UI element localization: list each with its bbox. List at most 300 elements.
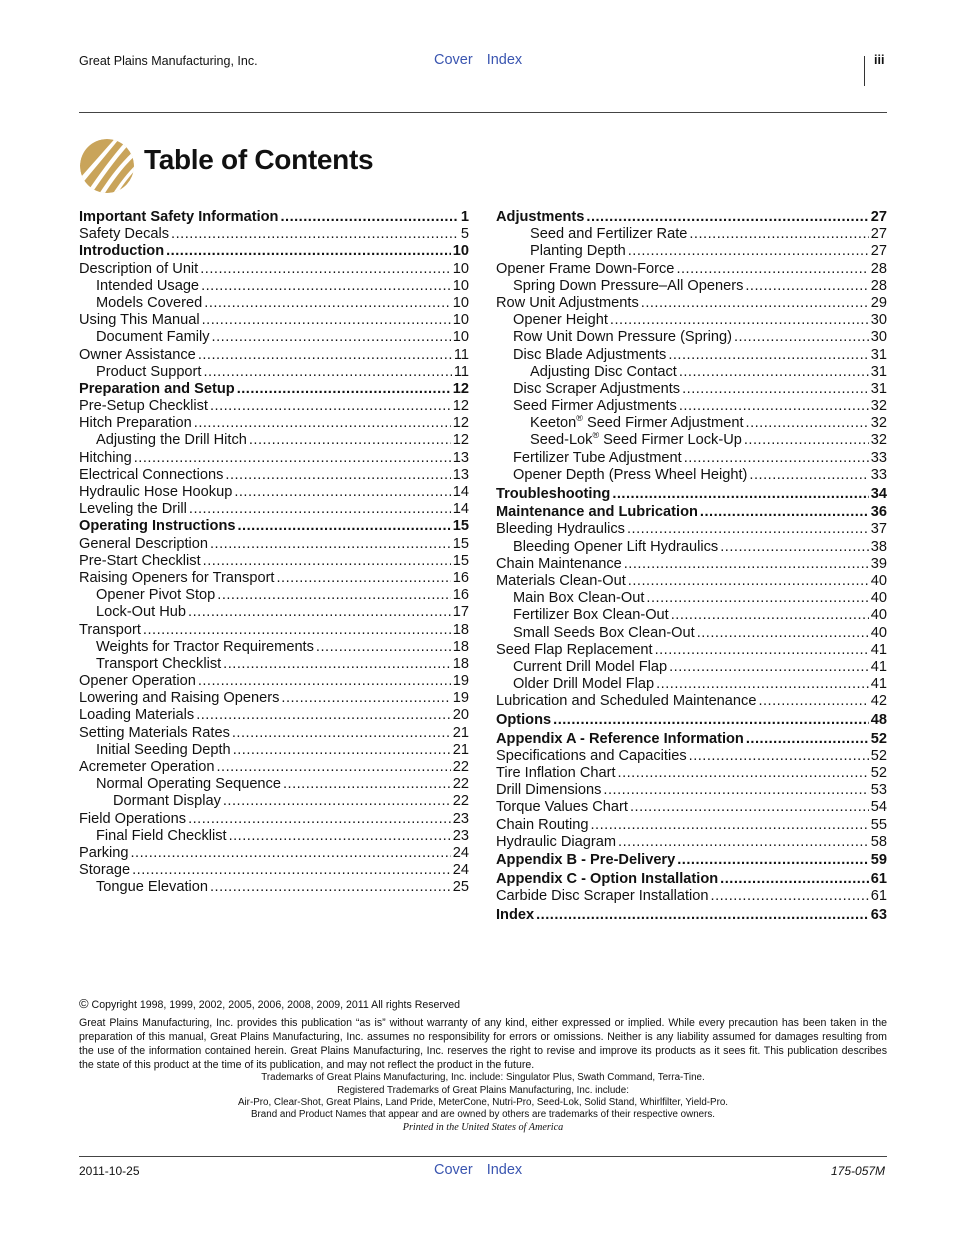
toc-entry[interactable] (79, 879, 469, 896)
toc-entry-label: Drill Dimensions (496, 782, 602, 799)
toc-leader-dots (203, 553, 451, 570)
toc-entry-page: 31 (870, 363, 887, 380)
toc-entry[interactable] (496, 852, 887, 869)
toc-entry[interactable] (79, 776, 469, 793)
toc-leader-dots (553, 712, 869, 729)
toc-entry[interactable] (496, 590, 887, 607)
toc-entry[interactable] (79, 690, 469, 707)
toc-entry-label: Important Safety Information (79, 209, 279, 225)
toc-entry[interactable] (496, 748, 887, 765)
toc-leader-dots (628, 573, 869, 590)
toc-entry-page: 16 (452, 587, 469, 604)
toc-entry[interactable] (79, 518, 469, 535)
toc-entry-label: Lowering and Raising Openers (79, 690, 280, 707)
toc-entry[interactable] (496, 295, 887, 312)
toc-entry-page: 15 (452, 535, 469, 552)
toc-entry[interactable] (496, 432, 887, 449)
toc-leader-dots (641, 295, 869, 312)
toc-entry[interactable] (79, 604, 469, 621)
toc-entry-label: Planting Depth (530, 243, 626, 260)
toc-entry-page: 41 (870, 676, 887, 693)
footer-cover-link[interactable]: Cover (434, 1162, 473, 1178)
toc-leader-dots (591, 817, 869, 834)
toc-entry-label: Bleeding Hydraulics (496, 521, 625, 538)
toc-entry-page: 32 (870, 432, 887, 449)
toc-entry-label: Current Drill Model Flap (513, 658, 668, 675)
toc-entry-page: 18 (452, 655, 469, 672)
toc-entry[interactable] (79, 329, 469, 346)
toc-entry-page: 27 (870, 226, 887, 243)
toc-entry-page: 22 (452, 776, 469, 793)
toc-entry-label: Index (496, 907, 535, 923)
toc-entry-label: Adjusting Disc Contact (530, 363, 677, 380)
toc-leader-dots (316, 639, 451, 656)
toc-entry-label: Acremeter Operation (79, 759, 215, 775)
trademark-list: Air-Pro, Clear-Shot, Great Plains, Land Pride, MeterCone, Nutri-Pro, Seed-Lok, Solid Stand, Whirlfilter, Yield-Pro. (237, 1097, 729, 1108)
page-title: Table of Contents (144, 144, 374, 175)
toc-leader-dots (202, 312, 451, 329)
toc-leader-dots (655, 642, 869, 659)
toc-entry[interactable] (496, 261, 887, 278)
toc-entry-page: 41 (870, 641, 887, 658)
toc-leader-dots (234, 484, 450, 501)
toc-entry-page: 61 (870, 871, 887, 888)
toc-entry-page: 30 (870, 312, 887, 329)
toc-entry[interactable] (496, 209, 887, 226)
toc-entry-label: Tongue Elevation (96, 879, 208, 896)
toc-entry-label: Opener Height (513, 312, 608, 329)
toc-leader-dots (134, 450, 451, 467)
toc-entry-page: 15 (452, 518, 469, 535)
toc-entry[interactable] (496, 347, 887, 364)
toc-entry[interactable] (496, 907, 887, 924)
toc-entry-page: 5 (460, 226, 469, 243)
toc-entry[interactable] (79, 845, 469, 862)
footer-rule (79, 1156, 887, 1157)
toc-entry-page: 18 (452, 621, 469, 638)
toc-entry-page: 24 (452, 862, 469, 879)
toc-entry[interactable] (79, 553, 469, 570)
toc-entry[interactable] (496, 450, 887, 467)
toc-leader-dots (586, 209, 868, 226)
registered-mark: ® (592, 432, 600, 441)
toc-leader-dots (166, 243, 451, 260)
toc-entry[interactable] (79, 536, 469, 553)
toc-entry[interactable] (496, 871, 887, 888)
toc-leader-dots (223, 656, 451, 673)
toc-entry[interactable] (79, 432, 469, 449)
toc-leader-dots (201, 278, 451, 295)
toc-entry-label: Initial Seeding Depth (96, 741, 231, 758)
toc-entry[interactable] (496, 817, 887, 834)
brand-notice: Brand and Product Names that appear and are owned by others are trademarks of their respective owners. (251, 1109, 715, 1120)
toc-entry[interactable] (79, 742, 469, 759)
toc-entry[interactable] (79, 261, 469, 278)
toc-entry-page: 59 (870, 852, 887, 869)
index-link[interactable]: Index (486, 52, 523, 68)
registered-trademarks-line: Registered Trademarks of Great Plains Manufacturing, Inc. include: (337, 1085, 629, 1096)
toc-entry-label: Appendix B - Pre-Delivery (496, 852, 676, 869)
toc-entry[interactable] (496, 415, 887, 432)
toc-entry[interactable] (79, 501, 469, 518)
toc-entry-label: Lubrication and Scheduled Maintenance (496, 693, 757, 710)
header-rule (79, 112, 887, 113)
toc-entry-page: 31 (870, 380, 887, 397)
toc-entry[interactable] (496, 765, 887, 782)
toc-entry-page: 52 (870, 730, 887, 747)
toc-entry-label: Description of Unit (79, 260, 199, 277)
trademarks-line: Trademarks of Great Plains Manufacturing, Inc. include: Singulator Plus, Swath Command, Terra-Tine. (261, 1072, 705, 1083)
toc-entry-label: Operating Instructions (79, 518, 236, 535)
disclaimer-text: Great Plains Manufacturing, Inc. provides this publication “as is” without warranty of any kind, either expressed or implied. While every precaution has been taken in the preparation of this manual, Great Plains Manufacturing, Inc. assumes no responsibility for errors or omissions. Neither is any liability assumed for damages resulting from the use of the information contained herein. Great Plains Manufacturing, Inc. reserves the right to revise and improve its products as it sees fit. This publication describes the state of this product at the time of its publication, and may not reflect the product in the future. (79, 1017, 887, 1071)
toc-entry-page: 11 (453, 346, 469, 363)
toc-leader-dots (223, 793, 451, 810)
toc-right-column (496, 209, 887, 924)
toc-leader-dots (700, 504, 869, 521)
toc-entry[interactable] (496, 539, 887, 556)
toc-entry[interactable] (496, 625, 887, 642)
toc-entry[interactable] (79, 793, 469, 810)
toc-entry-page: 58 (870, 833, 887, 850)
toc-entry[interactable] (79, 656, 469, 673)
toc-entry[interactable] (79, 364, 469, 381)
toc-entry-page: 10 (452, 312, 469, 329)
toc-entry-page: 17 (452, 604, 469, 621)
toc-entry[interactable] (79, 622, 469, 639)
toc-leader-dots (210, 879, 451, 896)
toc-leader-dots (198, 673, 451, 690)
toc-entry[interactable] (496, 693, 887, 710)
toc-entry-label: General Description (79, 535, 208, 552)
toc-entry-page: 10 (452, 260, 469, 277)
toc-entry-page: 28 (870, 277, 887, 294)
toc-entry-page: 21 (452, 741, 469, 758)
toc-entry-page: 24 (452, 844, 469, 861)
toc-entry-label: Pre-Setup Checklist (79, 398, 208, 415)
toc-leader-dots (612, 486, 868, 503)
toc-leader-dots (679, 398, 869, 415)
toc-entry-page: 36 (870, 504, 887, 521)
toc-entry-label: Disc Scraper Adjustments (513, 380, 681, 397)
toc-entry[interactable] (79, 707, 469, 724)
toc-leader-dots (132, 862, 451, 879)
toc-entry[interactable] (79, 226, 469, 243)
toc-entry-label: Models Covered (96, 294, 203, 311)
toc-entry-page: 40 (870, 624, 887, 641)
toc-leader-dots (671, 607, 869, 624)
toc-entry[interactable] (79, 347, 469, 364)
toc-leader-dots (217, 587, 451, 604)
toc-entry-label: Small Seeds Box Clean-Out (513, 624, 695, 641)
printed-notice: Printed in the United States of America (402, 1122, 564, 1133)
toc-leader-dots (746, 731, 869, 748)
toc-leader-dots (618, 834, 869, 851)
copyright-line (79, 996, 460, 1011)
toc-entry-label: Raising Openers for Transport (79, 569, 275, 586)
toc-entry-label: Fertilizer Tube Adjustment (513, 449, 682, 466)
toc-leader-dots (689, 748, 869, 765)
toc-entry[interactable] (496, 243, 887, 260)
toc-entry-label: Fertilizer Box Clean-Out (513, 607, 669, 624)
toc-entry-label: Spring Down Pressure–All Openers (513, 277, 744, 294)
toc-leader-dots (276, 570, 450, 587)
toc-entry[interactable] (496, 226, 887, 243)
toc-entry[interactable] (79, 862, 469, 879)
toc-leader-dots (238, 518, 451, 535)
toc-entry-label: Setting Materials Rates (79, 724, 230, 741)
toc-leader-dots (684, 450, 869, 467)
footer-nav (434, 1162, 536, 1178)
toc-entry-page: 15 (452, 552, 469, 569)
toc-entry-page: 18 (452, 638, 469, 655)
toc-entry-label: Dormant Display (113, 793, 221, 810)
toc-entry-page: 22 (452, 759, 469, 775)
toc-entry[interactable] (496, 834, 887, 851)
toc-entry-label: Hitching (79, 449, 132, 466)
toc-leader-dots (746, 415, 869, 432)
toc-entry-page: 31 (870, 346, 887, 363)
toc-leader-dots (624, 556, 869, 573)
toc-entry[interactable] (79, 467, 469, 484)
cover-link[interactable]: Cover (434, 52, 473, 68)
toc-leader-dots (210, 536, 451, 553)
toc-entry-label: Opener Frame Down-Force (496, 260, 675, 277)
toc-entry-label: Disc Blade Adjustments (513, 346, 667, 363)
toc-entry[interactable] (79, 278, 469, 295)
toc-entry-label: Seed Flap Replacement (496, 641, 653, 658)
toc-entry-page: 21 (452, 724, 469, 741)
toc-entry[interactable] (79, 828, 469, 845)
toc-leader-dots (744, 432, 869, 449)
toc-leader-dots (130, 845, 450, 862)
toc-entry-label: Torque Values Chart (496, 799, 628, 816)
toc-entry-label: Product Support (96, 363, 202, 380)
toc-entry-label: Appendix A - Reference Information (496, 730, 744, 747)
header-nav (434, 52, 536, 68)
toc-leader-dots (734, 329, 869, 346)
toc-entry[interactable] (496, 712, 887, 729)
toc-entry[interactable] (79, 381, 469, 398)
toc-entry-page: 39 (870, 555, 887, 572)
toc-leader-dots (196, 707, 451, 724)
toc-leader-dots (720, 871, 869, 888)
toc-entry-label: Tire Inflation Chart (496, 765, 616, 781)
toc-leader-dots (676, 261, 868, 278)
footer-index-link[interactable]: Index (486, 1162, 523, 1178)
toc-entry-label: Weights for Tractor Requirements (96, 638, 314, 655)
toc-entry[interactable] (496, 381, 887, 398)
company-name: Great Plains Manufacturing, Inc. (79, 54, 258, 68)
toc-leader-dots (188, 604, 451, 621)
toc-entry-page: 14 (452, 501, 469, 518)
toc-entry[interactable] (79, 209, 469, 226)
toc-entry-label: Preparation and Setup (79, 380, 235, 397)
toc-entry[interactable] (496, 329, 887, 346)
toc-entry[interactable] (79, 811, 469, 828)
toc-left-column (79, 209, 469, 897)
toc-entry-label: Opener Pivot Stop (96, 587, 216, 604)
registered-mark: ® (576, 415, 583, 424)
toc-entry[interactable] (79, 587, 469, 604)
toc-entry[interactable] (496, 782, 887, 799)
toc-entry[interactable] (79, 398, 469, 415)
toc-entry-page: 11 (453, 363, 469, 380)
toc-entry-label: Row Unit Down Pressure (Spring) (513, 329, 732, 346)
toc-entry-label: Keeton® Seed Firmer Adjustment (530, 415, 744, 432)
toc-leader-dots (758, 693, 868, 710)
toc-entry[interactable] (496, 642, 887, 659)
header-divider (864, 56, 865, 86)
toc-entry-page: 10 (452, 329, 469, 346)
toc-entry-page: 30 (870, 329, 887, 346)
toc-leader-dots (143, 622, 451, 639)
toc-entry-page: 27 (870, 209, 887, 225)
toc-leader-dots (627, 521, 869, 538)
toc-entry-label: Storage (79, 862, 131, 879)
toc-entry[interactable] (79, 759, 469, 776)
toc-entry-page: 52 (870, 765, 887, 781)
toc-entry[interactable] (496, 659, 887, 676)
toc-entry-label: Hitch Preparation (79, 415, 192, 432)
toc-entry-label: Materials Clean-Out (496, 572, 626, 589)
toc-entry-page: 12 (452, 415, 469, 432)
toc-leader-dots (749, 467, 868, 484)
toc-leader-dots (249, 432, 451, 449)
toc-leader-dots (225, 467, 450, 484)
toc-entry-label: Main Box Clean-Out (513, 590, 645, 607)
toc-leader-dots (711, 888, 869, 905)
toc-entry-label: Lock-Out Hub (96, 604, 187, 621)
toc-entry-label: Loading Materials (79, 707, 195, 724)
toc-entry-page: 12 (452, 432, 469, 449)
toc-entry-page: 23 (452, 827, 469, 844)
toc-entry-label: Appendix C - Option Installation (496, 871, 719, 888)
toc-entry[interactable] (79, 570, 469, 587)
toc-entry-page: 38 (870, 538, 887, 555)
toc-entry[interactable] (496, 731, 887, 748)
toc-entry[interactable] (496, 888, 887, 905)
toc-leader-dots (668, 347, 868, 364)
toc-entry-page: 10 (452, 277, 469, 294)
toc-entry-label: Hydraulic Diagram (496, 833, 617, 850)
toc-leader-dots (603, 782, 868, 799)
toc-entry-label: Carbide Disc Scraper Installation (496, 888, 709, 905)
toc-entry-page: 20 (452, 707, 469, 724)
toc-entry[interactable] (79, 415, 469, 432)
toc-leader-dots (697, 625, 869, 642)
toc-entry-label: Safety Decals (79, 226, 170, 243)
toc-leader-dots (233, 742, 451, 759)
toc-leader-dots (212, 329, 451, 346)
toc-leader-dots (210, 398, 451, 415)
toc-leader-dots (171, 226, 459, 243)
toc-entry[interactable] (79, 312, 469, 329)
toc-entry[interactable] (496, 312, 887, 329)
toc-leader-dots (720, 539, 869, 556)
toc-leader-dots (283, 776, 451, 793)
toc-leader-dots (689, 226, 868, 243)
toc-entry-page: 23 (452, 810, 469, 827)
toc-entry[interactable] (496, 278, 887, 295)
toc-entry-page: 16 (452, 569, 469, 586)
toc-entry[interactable] (496, 521, 887, 538)
page-number: iii (874, 53, 885, 67)
toc-entry-label: Adjustments (496, 209, 585, 225)
toc-entry-page: 53 (870, 782, 887, 799)
toc-entry-label: Pre-Start Checklist (79, 552, 201, 569)
toc-entry[interactable] (496, 467, 887, 484)
toc-leader-dots (281, 690, 450, 707)
toc-entry-label: Document Family (96, 329, 210, 346)
toc-entry-label: Adjusting the Drill Hitch (96, 432, 247, 449)
toc-entry[interactable] (79, 295, 469, 312)
toc-entry-page: 32 (870, 415, 887, 432)
toc-entry-label: Using This Manual (79, 312, 200, 329)
toc-entry-label: Bleeding Opener Lift Hydraulics (513, 538, 719, 555)
toc-entry[interactable] (79, 725, 469, 742)
toc-entry-label: Intended Usage (96, 277, 200, 294)
toc-entry-label: Chain Routing (496, 816, 589, 833)
toc-entry-page: 13 (452, 449, 469, 466)
toc-entry-label: Normal Operating Sequence (96, 776, 281, 793)
toc-entry[interactable] (496, 799, 887, 816)
toc-entry-page: 27 (870, 243, 887, 260)
toc-entry[interactable] (79, 673, 469, 690)
publication-date: 2011-10-25 (79, 1164, 140, 1178)
toc-entry[interactable] (79, 243, 469, 260)
toc-entry-label: Row Unit Adjustments (496, 294, 639, 311)
toc-entry[interactable] (496, 573, 887, 590)
toc-entry-page: 63 (870, 907, 887, 923)
toc-entry-label: Final Field Checklist (96, 827, 227, 844)
toc-entry[interactable] (79, 484, 469, 501)
toc-entry-label: Opener Depth (Press Wheel Height) (513, 466, 748, 483)
toc-entry[interactable] (496, 504, 887, 521)
toc-entry[interactable] (79, 639, 469, 656)
toc-entry[interactable] (496, 676, 887, 693)
toc-leader-dots (237, 381, 451, 398)
toc-entry-page: 1 (460, 209, 469, 225)
toc-entry-page: 54 (870, 799, 887, 816)
toc-entry-page: 40 (870, 572, 887, 589)
toc-leader-dots (669, 659, 869, 676)
toc-entry-page: 32 (870, 398, 887, 415)
toc-entry-page: 13 (452, 466, 469, 483)
toc-entry-page: 22 (452, 793, 469, 810)
toc-entry-page: 12 (452, 398, 469, 415)
toc-leader-dots (204, 295, 451, 312)
toc-entry-page: 52 (870, 747, 887, 764)
toc-entry[interactable] (79, 450, 469, 467)
toc-entry[interactable] (496, 556, 887, 573)
toc-leader-dots (536, 907, 869, 924)
toc-entry-label: Introduction (79, 243, 165, 260)
toc-entry-page: 34 (870, 485, 887, 502)
toc-entry[interactable] (496, 398, 887, 415)
toc-leader-dots (203, 364, 451, 381)
toc-entry-label: Maintenance and Lubrication (496, 504, 698, 521)
toc-entry-label: Leveling the Drill (79, 501, 187, 518)
toc-leader-dots (628, 243, 869, 260)
toc-entry[interactable] (496, 607, 887, 624)
toc-entry[interactable] (496, 486, 887, 503)
toc-entry-label: Electrical Connections (79, 466, 224, 483)
toc-leader-dots (216, 759, 450, 776)
toc-leader-dots (745, 278, 868, 295)
toc-entry-label: Seed-Lok® Seed Firmer Lock-Up (530, 432, 742, 449)
toc-entry-label: Owner Assistance (79, 346, 196, 363)
toc-entry[interactable] (496, 364, 887, 381)
